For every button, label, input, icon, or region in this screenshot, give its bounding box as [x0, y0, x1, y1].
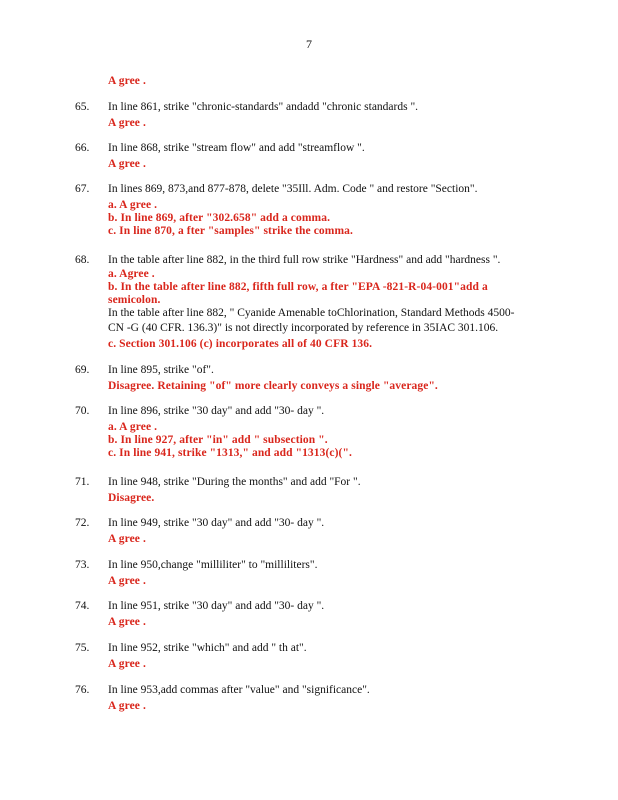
item-text: In line 896, strike "30 day" and add "30- day ". — [108, 405, 325, 417]
item-note: A gree . — [108, 700, 146, 712]
item-note: A gree . — [108, 658, 146, 670]
item-note: A gree . — [108, 158, 146, 170]
item-text: In line 895, strike "of". — [108, 364, 214, 376]
item-note: c. Section 301.106 (c) incorporates all of 40 CFR 136. — [108, 338, 373, 350]
item-text: In lines 869, 873,and 877-878, delete "35Ill. Adm. Code " and restore "Section". — [108, 183, 478, 195]
item-text: In the table after line 882, in the third full row strike "Hardness" and add "hardness ". — [108, 254, 501, 266]
item-text: In line 868, strike "stream flow" and add "streamflow ". — [108, 142, 365, 154]
top-note: A gree . — [108, 75, 146, 87]
item-note: c. In line 870, a fter "samples" strike the comma. — [108, 225, 353, 237]
item-number: 71. — [75, 476, 90, 488]
item-text: In line 950,change "milliliter" to "milliliters". — [108, 559, 318, 571]
item-extra-text: In the table after line 882, " Cyanide Amenable toChlorination, Standard Methods 4500- — [108, 307, 515, 319]
item-text: In line 949, strike "30 day" and add "30- day ". — [108, 517, 325, 529]
item-number: 69. — [75, 364, 90, 376]
item-number: 76. — [75, 684, 90, 696]
item-text: In line 952, strike "which" and add " th at". — [108, 642, 307, 654]
item-note: A gree . — [108, 117, 146, 129]
item-note: a. A gree . — [108, 421, 158, 433]
item-number: 72. — [75, 517, 90, 529]
item-number: 74. — [75, 600, 90, 612]
item-note: Disagree. Retaining "of" more clearly conveys a single "average". — [108, 380, 438, 392]
item-note: A gree . — [108, 616, 146, 628]
item-extra-text: CN -G (40 CFR. 136.3)" is not directly incorporated by reference in 35IAC 301.106. — [108, 322, 499, 334]
item-text: In line 948, strike "During the months" and add "For ". — [108, 476, 361, 488]
item-text: In line 861, strike "chronic-standards" andadd "chronic standards ". — [108, 101, 419, 113]
item-text: In line 951, strike "30 day" and add "30- day ". — [108, 600, 325, 612]
item-number: 75. — [75, 642, 90, 654]
item-number: 67. — [75, 183, 90, 195]
item-number: 65. — [75, 101, 90, 113]
item-number: 66. — [75, 142, 90, 154]
item-note: Disagree. — [108, 492, 155, 504]
item-number: 70. — [75, 405, 90, 417]
item-note: b. In line 927, after "in" add " subsection ". — [108, 434, 328, 446]
item-number: 68. — [75, 254, 90, 266]
page-number: 7 — [306, 37, 312, 51]
item-note: a. A gree . — [108, 199, 158, 211]
item-note: b. In line 869, after "302.658" add a comma. — [108, 212, 331, 224]
item-note: a. Agree . — [108, 268, 155, 280]
item-note: A gree . — [108, 533, 146, 545]
item-note: c. In line 941, strike "1313," and add "1313(c)(". — [108, 447, 352, 459]
item-note: A gree . — [108, 575, 146, 587]
item-note: semicolon. — [108, 294, 161, 306]
item-number: 73. — [75, 559, 90, 571]
item-text: In line 953,add commas after "value" and "significance". — [108, 684, 370, 696]
item-note: b. In the table after line 882, fifth full row, a fter "EPA -821-R-04-001"add a — [108, 281, 488, 293]
